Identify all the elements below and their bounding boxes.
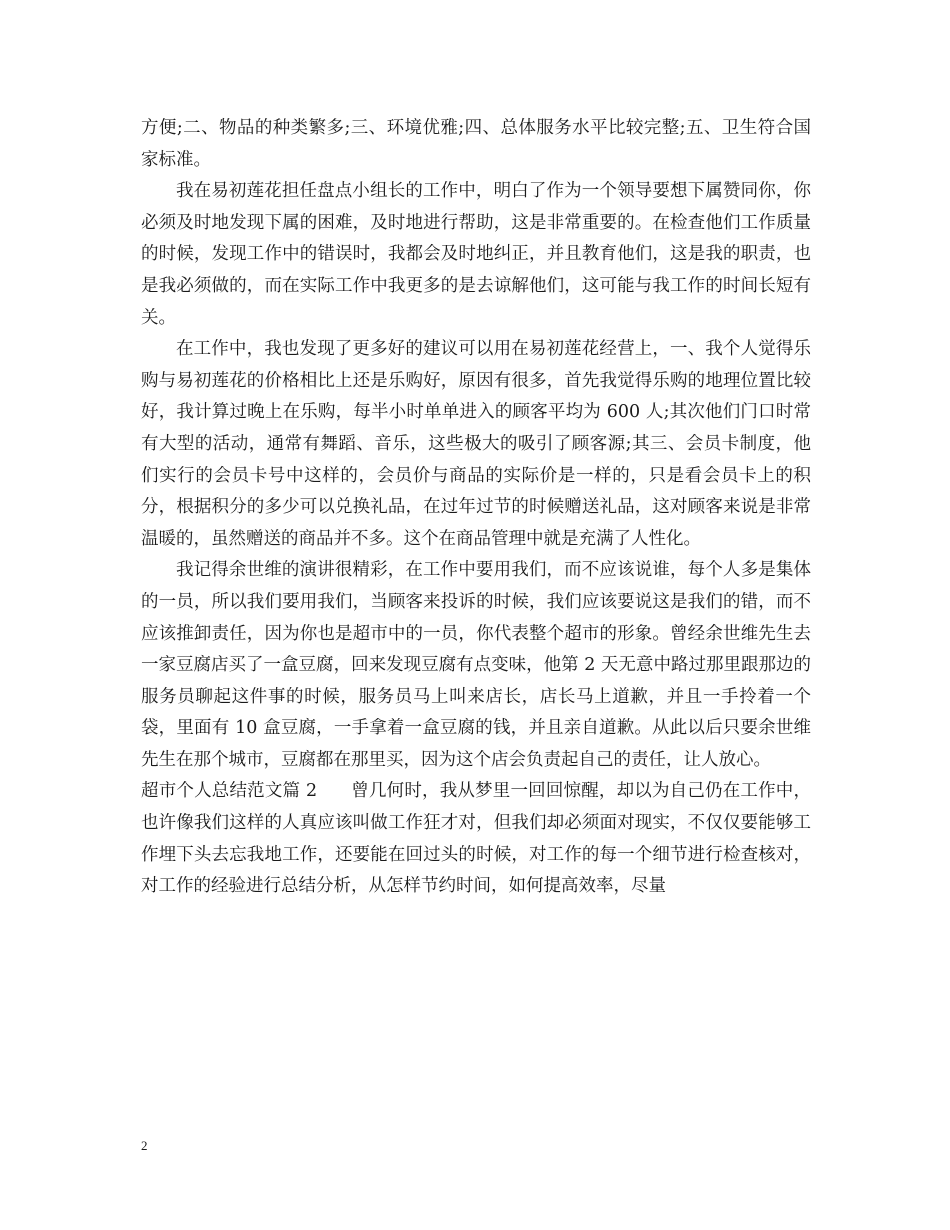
paragraph-suggestions: 在工作中，我也发现了更多好的建议可以用在易初莲花经营上，一、我个人觉得乐购与易初莲花的价格相比上还是乐购好，原因有很多，首先我觉得乐购的地理位置比较好，我计算过晚上在乐购，每半小时单单进入的顾客平均为 600 人;其次他们门口时常有大型的活动，通常有舞蹈、音乐，这些极大的吸引了顾客源;其三、会员卡制度，他们实行的会员卡号中这样的，会员价与商品的实际价是一样的，只是看会员卡上的积分，根据积分的多少可以兑换礼品，在过年过节的时候赠送礼品，这对顾客来说是非常温暖的，虽然赠送的商品并不多。这个在商品管理中就是充满了人性化。: [141, 339, 811, 549]
paragraph-yu-shiwei: 我记得余世维的演讲很精彩，在工作中要用我们，而不应该说谁，每个人多是集体的一员，所以我们要用我们，当顾客来投诉的时候，我们应该要说这是我们的错，而不应该推卸责任，因为你也是超市中的一员，你代表整个超市的形象。曾经余世维先生去一家豆腐店买了一盒豆腐，回来发现豆腐有点变味，他第 2 天无意中路过那里跟那边的服务员聊起这件事的时候，服务员马上叫来店长，店长马上道歉，并且一手拎着一个袋，里面有 10 盒豆腐，一手拿着一盒豆腐的钱，并且亲自道歉。从此以后只要余世维先生在那个城市，豆腐都在那里买，因为这个店会负责起自己的责任，让人放心。: [141, 560, 811, 770]
document-body: [141, 113, 811, 903]
page-number: 2: [141, 1138, 148, 1153]
paragraph-section-2: [141, 776, 811, 902]
section-text: 曾几何时，我从梦里一回回惊醒，却以为自己仍在工作中，也许像我们这样的人真应该叫做工作狂才对，但我们却必须面对现实，不仅仅要能够工作埋下头去忘我地工作，还要能在回过头的时候，对工作的每一个细节进行检查核对，对工作的经验进行总结分析，从怎样节约时间，如何提高效率，尽量: [141, 781, 812, 897]
paragraph-stocktake-leader: 我在易初莲花担任盘点小组长的工作中，明白了作为一个领导要想下属赞同你，你必须及时地发现下属的困难，及时地进行帮助，这是非常重要的。在检查他们工作质量的时候，发现工作中的错误时，我都会及时地纠正，并且教育他们，这是我的职责，也是我必须做的，而在实际工作中我更多的是去谅解他们，这可能与我工作的时间长短有关。: [141, 181, 811, 328]
paragraph-continuation: 方便;二、物品的种类繁多;三、环境优雅;四、总体服务水平比较完整;五、卫生符合国家标准。: [141, 118, 811, 170]
section-title: 超市个人总结范文篇 2: [141, 781, 318, 802]
